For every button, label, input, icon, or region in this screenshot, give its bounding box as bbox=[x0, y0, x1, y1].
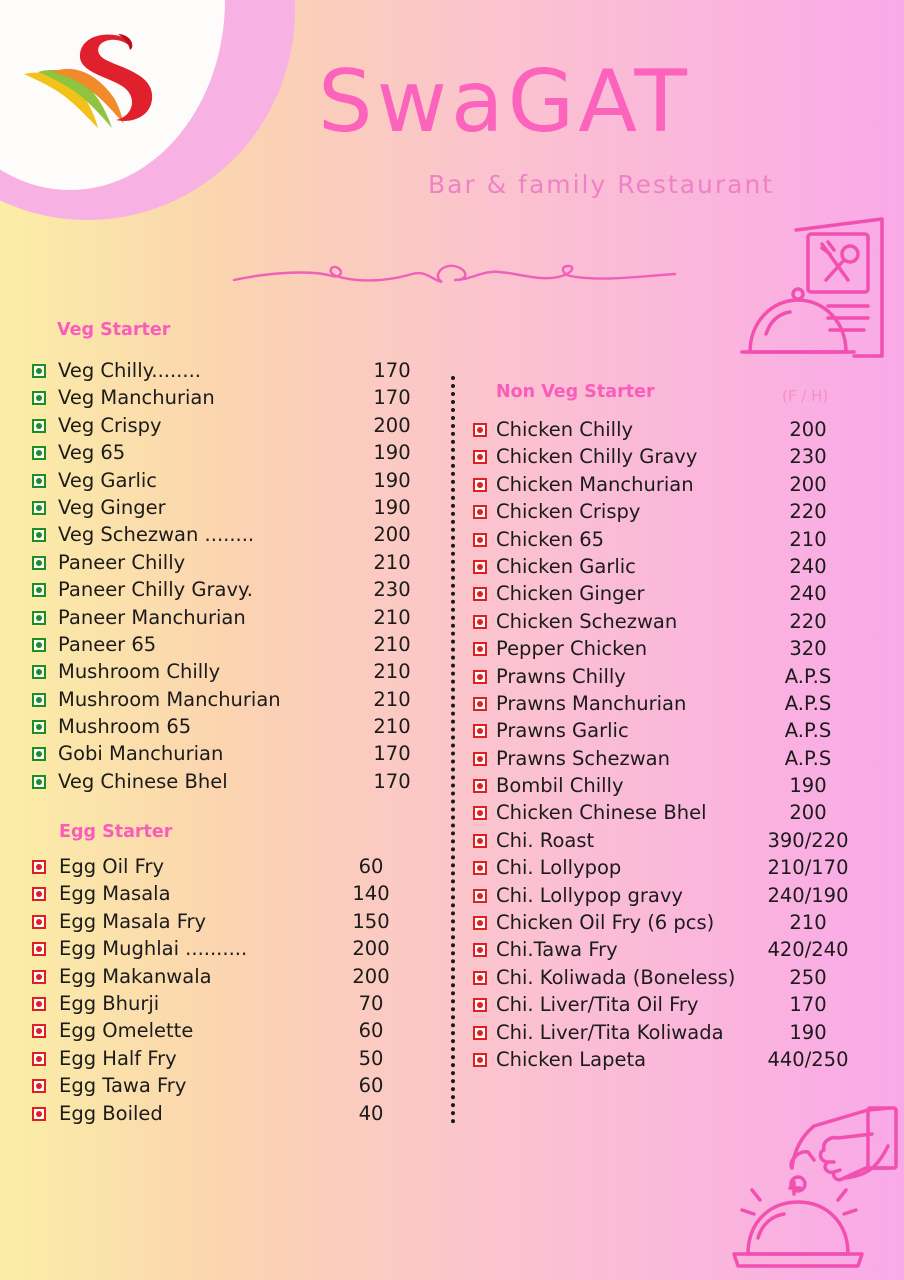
nonveg-mark-icon bbox=[473, 587, 487, 601]
menu-item-price: 230 bbox=[789, 445, 827, 469]
menu-item-name: Chicken Chinese Bhel bbox=[496, 801, 707, 825]
menu-item bbox=[32, 549, 412, 576]
menu-item-price: A.P.S bbox=[784, 691, 832, 715]
menu-item-price: 220 bbox=[789, 500, 827, 524]
menu-item-price: 40 bbox=[358, 1101, 384, 1125]
menu-item-name: Prawns Chilly bbox=[496, 664, 626, 688]
menu-item-name: Prawns Schezwan bbox=[496, 746, 670, 770]
menu-item-name: Paneer 65 bbox=[58, 632, 157, 656]
menu-item-name: Chicken Oil Fry (6 pcs) bbox=[496, 911, 715, 935]
menu-item-name: Chicken Lapeta bbox=[496, 1047, 647, 1071]
menu-item-price: 170 bbox=[373, 742, 411, 766]
nonveg-mark-icon bbox=[32, 860, 46, 874]
nonveg-mark-icon bbox=[473, 971, 487, 985]
veg-mark-icon bbox=[32, 720, 46, 734]
nonveg-mark-icon bbox=[473, 779, 487, 793]
menu-item-price: 200 bbox=[789, 472, 827, 496]
menu-item-name: Mushroom 65 bbox=[58, 715, 192, 739]
menu-item-name: Mushroom Chilly bbox=[58, 660, 221, 684]
nonveg-starter-heading: Non Veg Starter bbox=[496, 382, 655, 402]
squiggle-divider bbox=[232, 258, 677, 294]
menu-item-price: 190 bbox=[789, 1020, 827, 1044]
menu-item bbox=[473, 580, 873, 607]
menu-item bbox=[473, 717, 873, 744]
nonveg-mark-icon bbox=[473, 1053, 487, 1067]
menu-item bbox=[473, 690, 873, 717]
menu-item-price: 210 bbox=[373, 715, 411, 739]
menu-item-price: 70 bbox=[358, 991, 384, 1015]
swagat-logo bbox=[22, 28, 157, 136]
menu-item bbox=[32, 880, 412, 907]
menu-item bbox=[473, 416, 873, 443]
menu-item-name: Veg Garlic bbox=[58, 468, 158, 492]
menu-item-price: 190 bbox=[373, 441, 411, 465]
nonveg-mark-icon bbox=[32, 1079, 46, 1093]
menu-item-name: Veg Crispy bbox=[58, 413, 162, 437]
menu-item-name: Chicken Schezwan bbox=[496, 609, 678, 633]
menu-item-name: Chicken Crispy bbox=[496, 500, 641, 524]
menu-item-price: 210/170 bbox=[767, 856, 849, 880]
menu-item-name: Chi. Lollypop gravy bbox=[496, 883, 683, 907]
menu-item bbox=[32, 686, 412, 713]
menu-item bbox=[473, 498, 873, 525]
menu-item-price: 170 bbox=[373, 386, 411, 410]
menu-item-name: Chicken Chilly Gravy bbox=[496, 445, 698, 469]
menu-item bbox=[32, 768, 412, 795]
menu-item-price: 170 bbox=[373, 359, 411, 382]
nonveg-mark-icon bbox=[32, 970, 46, 984]
menu-item bbox=[473, 991, 873, 1018]
menu-item-name: Veg Manchurian bbox=[58, 386, 215, 410]
nonveg-mark-icon bbox=[473, 423, 487, 437]
menu-item-price: 200 bbox=[352, 964, 390, 988]
nonveg-mark-icon bbox=[473, 916, 487, 930]
nonveg-mark-icon bbox=[473, 1026, 487, 1040]
nonveg-mark-icon bbox=[473, 752, 487, 766]
menu-item bbox=[473, 854, 873, 881]
menu-item-price: 320 bbox=[789, 637, 827, 661]
nonveg-starter-list bbox=[473, 416, 873, 1073]
veg-mark-icon bbox=[32, 611, 46, 625]
veg-mark-icon bbox=[32, 665, 46, 679]
menu-item-price: 200 bbox=[789, 418, 827, 441]
menu-item-name: Chi. Koliwada (Boneless) bbox=[496, 965, 736, 989]
menu-item-name: Egg Masala Fry bbox=[59, 909, 207, 933]
menu-item-name: Egg Tawa Fry bbox=[59, 1074, 187, 1098]
menu-item bbox=[32, 467, 412, 494]
menu-item-price: 50 bbox=[358, 1046, 384, 1070]
nonveg-mark-icon bbox=[32, 1107, 46, 1121]
column-divider bbox=[451, 376, 455, 1124]
menu-item-name: Egg Bhurji bbox=[59, 991, 160, 1015]
menu-item-name: Veg Chinese Bhel bbox=[58, 769, 228, 793]
veg-mark-icon bbox=[32, 775, 46, 789]
nonveg-mark-icon bbox=[473, 724, 487, 738]
menu-item bbox=[473, 526, 873, 553]
menu-item-price: A.P.S bbox=[784, 719, 832, 743]
menu-item-name: Veg Schezwan ........ bbox=[58, 523, 255, 547]
menu-item bbox=[32, 576, 412, 603]
menu-item bbox=[473, 553, 873, 580]
nonveg-mark-icon bbox=[473, 670, 487, 684]
nonveg-mark-icon bbox=[32, 887, 46, 901]
menu-item bbox=[473, 827, 873, 854]
menu-item bbox=[473, 964, 873, 991]
menu-item-price: 210 bbox=[373, 632, 411, 656]
menu-item-name: Chicken 65 bbox=[496, 527, 605, 551]
menu-item-name: Pepper Chicken bbox=[496, 637, 648, 661]
veg-mark-icon bbox=[32, 747, 46, 761]
menu-item bbox=[473, 471, 873, 498]
menu-item-price: 60 bbox=[358, 1019, 384, 1043]
nonveg-mark-icon bbox=[473, 998, 487, 1012]
brand-tagline: Bar & family Restaurant bbox=[428, 170, 775, 199]
menu-item-price: 210 bbox=[373, 687, 411, 711]
menu-item-price: 210 bbox=[789, 527, 827, 551]
menu-item-price: 390/220 bbox=[767, 828, 849, 852]
menu-item bbox=[32, 853, 412, 880]
menu-item-name: Veg 65 bbox=[58, 441, 126, 465]
nonveg-mark-icon bbox=[473, 861, 487, 875]
nonveg-mark-icon bbox=[473, 806, 487, 820]
menu-item-price: 60 bbox=[358, 1074, 384, 1098]
nonveg-mark-icon bbox=[473, 943, 487, 957]
menu-item-name: Chicken Ginger bbox=[496, 582, 645, 606]
menu-item-price: 200 bbox=[373, 523, 411, 547]
menu-item-name: Chicken Garlic bbox=[496, 554, 636, 578]
menu-item bbox=[32, 963, 412, 990]
menu-item bbox=[32, 631, 412, 658]
nonveg-mark-icon bbox=[473, 505, 487, 519]
menu-item-name: Veg Chilly........ bbox=[58, 359, 201, 382]
menu-item-price: 170 bbox=[789, 993, 827, 1017]
menu-item-name: Prawns Manchurian bbox=[496, 691, 687, 715]
nonveg-mark-icon bbox=[473, 889, 487, 903]
menu-item-name: Egg Omelette bbox=[59, 1019, 194, 1043]
menu-item-name: Chi.Tawa Fry bbox=[496, 938, 618, 962]
nonveg-mark-icon bbox=[473, 478, 487, 492]
menu-item-price: 420/240 bbox=[767, 938, 849, 962]
menu-item bbox=[473, 1046, 873, 1073]
nonveg-mark-icon bbox=[32, 915, 46, 929]
menu-item bbox=[32, 1017, 412, 1044]
veg-mark-icon bbox=[32, 474, 46, 488]
menu-item-name: Paneer Chilly Gravy. bbox=[58, 578, 253, 602]
menu-item-name: Mushroom Manchurian bbox=[58, 687, 281, 711]
menu-item-name: Egg Makanwala bbox=[59, 964, 212, 988]
menu-item bbox=[32, 604, 412, 631]
menu-item bbox=[32, 521, 412, 548]
veg-mark-icon bbox=[32, 693, 46, 707]
menu-item-name: Egg Boiled bbox=[59, 1101, 163, 1125]
nonveg-mark-icon bbox=[473, 450, 487, 464]
menu-item bbox=[32, 384, 412, 411]
menu-item-price: 210 bbox=[373, 605, 411, 629]
menu-item-name: Egg Mughlai .......... bbox=[59, 937, 248, 961]
menu-item bbox=[32, 740, 412, 767]
menu-item-name: Paneer Chilly bbox=[58, 550, 186, 574]
nonveg-mark-icon bbox=[473, 834, 487, 848]
menu-item-price: 210 bbox=[373, 660, 411, 684]
menu-item-name: Egg Half Fry bbox=[59, 1046, 177, 1070]
menu-item-name: Paneer Manchurian bbox=[58, 605, 246, 629]
veg-mark-icon bbox=[32, 391, 46, 405]
nonveg-mark-icon bbox=[473, 533, 487, 547]
menu-item-name: Egg Oil Fry bbox=[59, 855, 165, 878]
nonveg-mark-icon bbox=[32, 942, 46, 956]
menu-item bbox=[32, 439, 412, 466]
menu-item bbox=[32, 494, 412, 521]
menu-item-price: 150 bbox=[352, 909, 390, 933]
egg-starter-heading: Egg Starter bbox=[59, 822, 173, 842]
veg-mark-icon bbox=[32, 583, 46, 597]
menu-item bbox=[32, 357, 412, 384]
menu-item bbox=[32, 1100, 412, 1127]
menu-item-price: A.P.S bbox=[784, 664, 832, 688]
menu-item-price: 170 bbox=[373, 769, 411, 793]
menu-item-price: 230 bbox=[373, 578, 411, 602]
veg-mark-icon bbox=[32, 364, 46, 378]
veg-mark-icon bbox=[32, 638, 46, 652]
menu-item-price: 140 bbox=[352, 882, 390, 906]
menu-item bbox=[473, 799, 873, 826]
menu-item bbox=[473, 772, 873, 799]
menu-item-name: Chi. Liver/Tita Oil Fry bbox=[496, 993, 699, 1017]
menu-item-price: 210 bbox=[373, 550, 411, 574]
menu-item-price: 210 bbox=[789, 911, 827, 935]
menu-item bbox=[32, 658, 412, 685]
menu-item bbox=[32, 412, 412, 439]
menu-item bbox=[473, 635, 873, 662]
veg-starter-heading: Veg Starter bbox=[57, 320, 171, 340]
menu-item-name: Prawns Garlic bbox=[496, 719, 629, 743]
menu-item-price: 240 bbox=[789, 554, 827, 578]
menu-item-price: 190 bbox=[373, 495, 411, 519]
menu-item-price: 250 bbox=[789, 965, 827, 989]
menu-item bbox=[473, 1019, 873, 1046]
menu-item bbox=[473, 745, 873, 772]
nonveg-mark-icon bbox=[32, 1052, 46, 1066]
menu-item bbox=[32, 1045, 412, 1072]
menu-item bbox=[473, 936, 873, 963]
service-bell-icon bbox=[728, 1106, 898, 1274]
menu-item-price: 220 bbox=[789, 609, 827, 633]
menu-item bbox=[473, 909, 873, 936]
veg-mark-icon bbox=[32, 446, 46, 460]
menu-item-name: Egg Masala bbox=[59, 882, 171, 906]
egg-starter-list bbox=[32, 853, 412, 1127]
menu-item-name: Chi. Liver/Tita Koliwada bbox=[496, 1020, 724, 1044]
veg-mark-icon bbox=[32, 556, 46, 570]
menu-item bbox=[473, 608, 873, 635]
veg-mark-icon bbox=[32, 419, 46, 433]
menu-item bbox=[32, 908, 412, 935]
menu-item-price: 240/190 bbox=[767, 883, 849, 907]
menu-item-price: 200 bbox=[789, 801, 827, 825]
menu-item-price: 190 bbox=[373, 468, 411, 492]
nonveg-mark-icon bbox=[473, 560, 487, 574]
menu-item bbox=[32, 990, 412, 1017]
veg-mark-icon bbox=[32, 501, 46, 515]
menu-item-price: 190 bbox=[789, 774, 827, 798]
menu-item bbox=[473, 882, 873, 909]
menu-item bbox=[473, 663, 873, 690]
menu-item-name: Chicken Chilly bbox=[496, 418, 634, 441]
menu-card-icon bbox=[738, 214, 892, 364]
menu-item-price: 200 bbox=[352, 937, 390, 961]
veg-mark-icon bbox=[32, 528, 46, 542]
menu-item bbox=[473, 443, 873, 470]
menu-item-price: 200 bbox=[373, 413, 411, 437]
menu-item bbox=[32, 935, 412, 962]
menu-item-price: 60 bbox=[358, 855, 384, 878]
nonveg-mark-icon bbox=[473, 642, 487, 656]
menu-item-name: Chi. Lollypop bbox=[496, 856, 622, 880]
menu-item bbox=[32, 713, 412, 740]
menu-item-price: 240 bbox=[789, 582, 827, 606]
nonveg-mark-icon bbox=[473, 697, 487, 711]
portion-note: (F / H) bbox=[782, 387, 829, 405]
menu-item-name: Gobi Manchurian bbox=[58, 742, 224, 766]
nonveg-mark-icon bbox=[473, 615, 487, 629]
menu-item-price: 440/250 bbox=[767, 1047, 849, 1071]
menu-item-name: Veg Ginger bbox=[58, 495, 166, 519]
menu-item-name: Bombil Chilly bbox=[496, 774, 624, 798]
menu-item-name: Chi. Roast bbox=[496, 828, 595, 852]
brand-name: SwaGAT bbox=[318, 52, 691, 152]
menu-item bbox=[32, 1072, 412, 1099]
veg-starter-list bbox=[32, 357, 412, 795]
menu-item-name: Chicken Manchurian bbox=[496, 472, 694, 496]
nonveg-mark-icon bbox=[32, 997, 46, 1011]
nonveg-mark-icon bbox=[32, 1024, 46, 1038]
menu-item-price: A.P.S bbox=[784, 746, 832, 770]
